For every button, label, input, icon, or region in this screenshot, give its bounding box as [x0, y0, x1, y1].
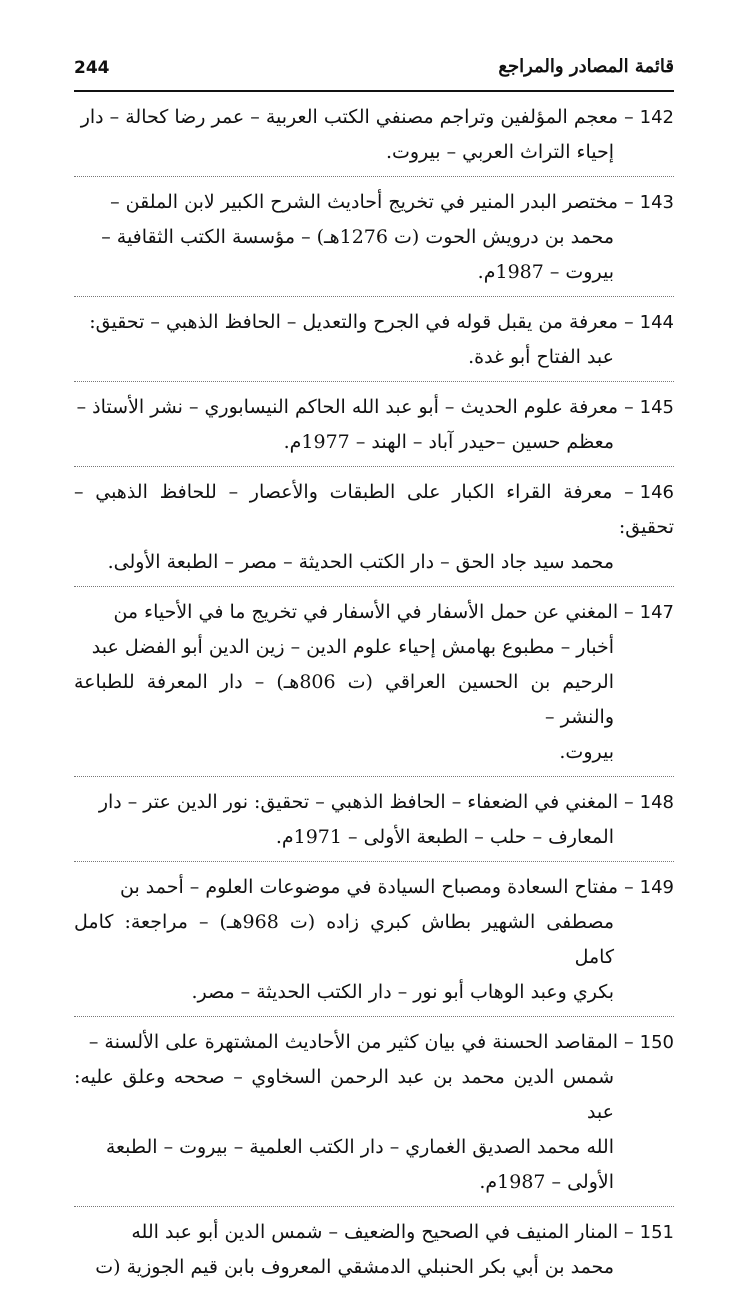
- entry-line: الرحيم بن الحسين العراقي (ت 806هـ) – دار المعرفة للطباعة والنشر –: [74, 671, 614, 728]
- entry-line: [74, 305, 674, 340]
- entry-line: بيروت – 1987م.: [477, 261, 614, 283]
- entry-text: – معرفة علوم الحديث – أبو عبد الله الحاكم النيسابوري – نشر الأستاذ –: [76, 396, 634, 418]
- entry-line: [74, 185, 674, 220]
- entry-line: [74, 595, 674, 630]
- entry-line: [74, 475, 674, 545]
- bibliography-entry: [74, 862, 674, 1017]
- bibliography-entry: [74, 1017, 674, 1207]
- bibliography-entry: [74, 467, 674, 587]
- entry-number: 149: [639, 877, 674, 898]
- entry-number: 143: [639, 192, 674, 213]
- entry-text: – معرفة القراء الكبار على الطبقات والأعصار – للحافظ الذهبي – تحقيق:: [74, 481, 674, 538]
- entry-line: شمس الدين محمد بن عبد الرحمن السخاوي – صححه وعلق عليه: عبد: [74, 1066, 614, 1123]
- entry-line: [74, 1215, 674, 1250]
- entry-text: – المغني في الضعفاء – الحافظ الذهبي – تحقيق: نور الدين عتر – دار: [98, 791, 634, 813]
- entry-line: مصطفى الشهير بطاش كبري زاده (ت 968هـ) – مراجعة: كامل كامل: [74, 911, 614, 968]
- bibliography-entry: [74, 297, 674, 382]
- entry-line: أخبار – مطبوع بهامش إحياء علوم الدين – زين الدين أبو الفضل عبد: [91, 636, 614, 658]
- entry-text: – المغني عن حمل الأسفار في الأسفار في تخريج ما في الأحياء من: [113, 601, 634, 623]
- entry-line: بكري وعبد الوهاب أبو نور – دار الكتب الحديثة – مصر.: [191, 981, 614, 1003]
- bibliography-entry: [74, 777, 674, 862]
- entry-line: محمد بن درويش الحوت (ت 1276هـ) – مؤسسة الكتب الثقافية –: [101, 226, 614, 248]
- bibliography-entry: [74, 1207, 674, 1291]
- entry-text: – مفتاح السعادة ومصباح السيادة في موضوعات العلوم – أحمد بن: [120, 876, 634, 898]
- bibliography-entry: [74, 92, 674, 177]
- entry-number: 142: [639, 107, 674, 128]
- page-header: [74, 50, 674, 92]
- entry-text: – المقاصد الحسنة في بيان كثير من الأحاديث المشتهرة على الألسنة –: [88, 1031, 634, 1053]
- page-number: 244: [74, 58, 110, 78]
- entry-number: 151: [639, 1222, 674, 1243]
- bibliography-entry: [74, 382, 674, 467]
- entry-line: [74, 785, 674, 820]
- entry-line: [74, 1025, 674, 1060]
- entry-line: إحياء التراث العربي – بيروت.: [385, 141, 614, 163]
- entry-line: محمد سيد جاد الحق – دار الكتب الحديثة – مصر – الطبعة الأولى.: [107, 551, 614, 573]
- entry-number: 147: [639, 602, 674, 623]
- entry-text: – المنار المنيف في الصحيح والضعيف – شمس الدين أبو عبد الله: [131, 1221, 634, 1243]
- entry-line: [74, 870, 674, 905]
- entry-number: 144: [639, 312, 674, 333]
- entry-line: المعارف – حلب – الطبعة الأولى – 1971م.: [275, 826, 614, 848]
- entry-line: عبد الفتاح أبو غدة.: [468, 346, 614, 368]
- bibliography-entry: [74, 587, 674, 777]
- entry-line: الله محمد الصديق الغماري – دار الكتب العلمية – بيروت – الطبعة: [105, 1136, 614, 1158]
- entry-text: – مختصر البدر المنير في تخريج أحاديث الشرح الكبير لابن الملقن –: [110, 191, 634, 213]
- running-title: قائمة المصادر والمراجع: [498, 56, 674, 77]
- entry-number: 145: [639, 397, 674, 418]
- entry-line: [74, 390, 674, 425]
- bibliography-entry: [74, 177, 674, 297]
- entry-line: الأولى – 1987م.: [479, 1171, 614, 1193]
- entry-line: معظم حسين –حيدر آباد – الهند – 1977م.: [283, 431, 614, 453]
- entry-line: بيروت.: [559, 741, 614, 763]
- entry-text: – معرفة من يقبل قوله في الجرح والتعديل – الحافظ الذهبي – تحقيق:: [89, 311, 634, 333]
- entry-number: 148: [639, 792, 674, 813]
- bibliography-list: [74, 92, 674, 1291]
- entry-number: 146: [639, 482, 674, 503]
- entry-number: 150: [639, 1032, 674, 1053]
- entry-line: [74, 100, 674, 135]
- entry-text: – معجم المؤلفين وتراجم مصنفي الكتب العربية – عمر رضا كحالة – دار: [80, 106, 634, 128]
- entry-line: محمد بن أبي بكر الحنبلي الدمشقي المعروف بابن قيم الجوزية (ت: [95, 1256, 614, 1278]
